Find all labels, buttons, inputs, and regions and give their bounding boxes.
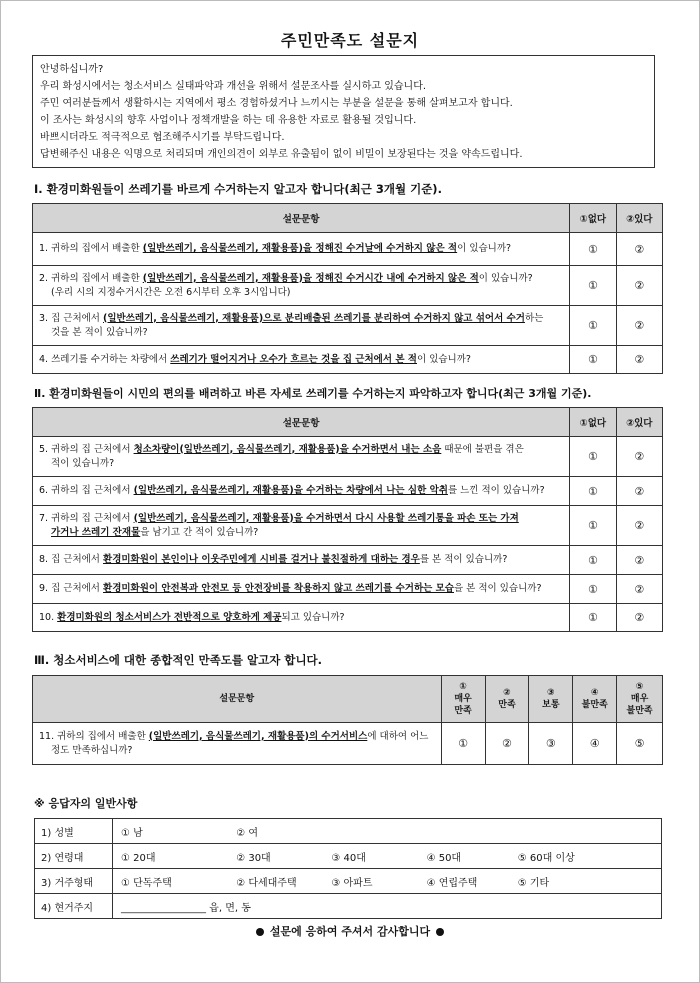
- question-row-3: [33, 306, 663, 346]
- question-row-6: [33, 477, 663, 506]
- question-row-8: [33, 546, 663, 575]
- question-text: 2. 귀하의 집에서 배출한 (일반쓰레기, 음식물쓰레기, 재활용품)을 정해진 수거시간 내에 수거하지 않은 적이 있습니까? (우리 시의 지정수거시간은 오전 6시부터 오후 3시입니다): [33, 266, 570, 306]
- section3-table: [32, 675, 663, 765]
- row-label: 3) 거주형태: [35, 869, 113, 894]
- answer-option-2[interactable]: ②: [616, 477, 662, 506]
- option-male[interactable]: ① 남: [121, 827, 143, 839]
- answer-option-2[interactable]: ②: [616, 546, 662, 575]
- question-row-10: [33, 604, 663, 632]
- respondent-heading: ※ 응답자의 일반사항: [34, 797, 138, 810]
- option-age-30[interactable]: ② 30대: [236, 852, 271, 864]
- answer-option-1[interactable]: ①: [570, 346, 616, 374]
- answer-option-1[interactable]: ①: [570, 306, 616, 346]
- respondent-table: [34, 818, 662, 919]
- intro-line: 주민 여러분들께서 생활하시는 지역에서 평소 경험하셨거나 느끼시는 부분을 설문을 통해 살펴보고자 합니다.: [40, 98, 513, 109]
- answer-option-1[interactable]: ①: [570, 604, 616, 632]
- respondent-row-residence: [35, 894, 662, 919]
- respondent-row-housing: [35, 869, 662, 894]
- intro-line: 답변해주신 내용은 익명으로 처리되며 개인의견이 외부로 유출됨이 없이 비밀이 보장된다는 것을 약속드립니다.: [40, 149, 523, 160]
- question-row-1: [33, 233, 663, 266]
- row-options: [113, 869, 662, 894]
- respondent-row-age: [35, 844, 662, 869]
- col-neutral: ③ 보통: [529, 676, 573, 723]
- intro-line: 우리 화성시에서는 청소서비스 실태파악과 개선을 위해서 설문조사를 실시하고 있습니다.: [40, 81, 427, 92]
- answer-option-2[interactable]: ②: [616, 437, 662, 477]
- question-text: 10. 환경미화원의 청소서비스가 전반적으로 양호하게 제공되고 있습니까?: [33, 604, 570, 632]
- section2-table: [32, 407, 663, 632]
- answer-option-2[interactable]: ②: [485, 723, 529, 765]
- option-age-40[interactable]: ③ 40대: [331, 852, 366, 864]
- col-very-satisfied: ① 매우 만족: [441, 676, 485, 723]
- answer-option-2[interactable]: ②: [616, 233, 662, 266]
- intro-line: 이 조사는 화성시의 향후 사업이나 정책개발을 하는 데 유용한 자료로 활용될 것입니다.: [40, 115, 417, 126]
- question-text: 8. 집 근처에서 환경미화원이 본인이나 이웃주민에게 시비를 걸거나 불친절하게 대하는 경우를 본 적이 있습니까?: [33, 546, 570, 575]
- col-satisfied: ② 만족: [485, 676, 529, 723]
- question-text: 5. 귀하의 집 근처에서 청소차량이(일반쓰레기, 음식물쓰레기, 재활용품)을 수거하면서 내는 소음 때문에 불편을 겪은 적이 있습니까?: [33, 437, 570, 477]
- col-question: 설문문항: [33, 408, 570, 437]
- option-age-20[interactable]: ① 20대: [121, 852, 156, 864]
- answer-option-1[interactable]: ①: [570, 437, 616, 477]
- col-very-dissatisfied: ⑤ 매우 불만족: [617, 676, 663, 723]
- bullet-icon: [256, 928, 264, 936]
- question-row-7: [33, 506, 663, 546]
- answer-option-1[interactable]: ①: [570, 477, 616, 506]
- residence-field[interactable]: _________________ 읍, 면, 동: [113, 894, 662, 919]
- answer-option-2[interactable]: ②: [616, 575, 662, 604]
- answer-option-1[interactable]: ①: [570, 546, 616, 575]
- answer-option-2[interactable]: ②: [616, 506, 662, 546]
- option-detached-house[interactable]: ① 단독주택: [121, 877, 172, 889]
- answer-option-1[interactable]: ①: [441, 723, 485, 765]
- question-text: 9. 집 근처에서 환경미화원이 안전복과 안전모 등 안전장비를 착용하지 않고 쓰레기를 수거하는 모습을 본 적이 있습니까?: [33, 575, 570, 604]
- option-other[interactable]: ⑤ 기타: [517, 877, 550, 889]
- option-age-60[interactable]: ⑤ 60대 이상: [517, 852, 575, 864]
- question-text: 7. 귀하의 집 근처에서 (일반쓰레기, 음식물쓰레기, 재활용품)을 수거하면서 다시 사용할 쓰레기통을 파손 또는 가져 가거나 쓰레기 잔재물을 남기고 간 적이 있습니까?: [33, 506, 570, 546]
- answer-option-1[interactable]: ①: [570, 506, 616, 546]
- bullet-icon: [436, 928, 444, 936]
- row-label: 4) 현거주지: [35, 894, 113, 919]
- answer-option-1[interactable]: ①: [570, 233, 616, 266]
- section1-table: [32, 203, 663, 374]
- option-apartment[interactable]: ③ 아파트: [331, 877, 373, 889]
- answer-option-1[interactable]: ①: [570, 575, 616, 604]
- answer-option-5[interactable]: ⑤: [617, 723, 663, 765]
- option-multi-family[interactable]: ② 다세대주택: [236, 877, 297, 889]
- question-row-9: [33, 575, 663, 604]
- question-text: 4. 쓰레기를 수거하는 차량에서 쓰레기가 떨어지거나 오수가 흐르는 것을 집 근처에서 본 적이 있습니까?: [33, 346, 570, 374]
- col-no: ①없다: [570, 408, 616, 437]
- thank-you-footer: 설문에 응하여 주셔서 감사합니다: [1, 923, 699, 939]
- answer-option-4[interactable]: ④: [573, 723, 617, 765]
- section3-heading: Ⅲ. 청소서비스에 대한 종합적인 만족도를 알고자 합니다.: [34, 653, 323, 667]
- page-title: 주민만족도 설문지: [280, 31, 420, 50]
- option-townhouse[interactable]: ④ 연립주택: [426, 877, 478, 889]
- col-question: 설문문항: [33, 204, 570, 233]
- intro-line: 바쁘시더라도 적극적으로 협조해주시기를 부탁드립니다.: [40, 132, 285, 143]
- question-text: 6. 귀하의 집 근처에서 (일반쓰레기, 음식물쓰레기, 재활용품)을 수거하는 차량에서 나는 심한 악취를 느낀 적이 있습니까?: [33, 477, 570, 506]
- col-dissatisfied: ④ 불만족: [573, 676, 617, 723]
- col-yes: ②있다: [616, 204, 662, 233]
- answer-option-2[interactable]: ②: [616, 604, 662, 632]
- question-row-2: [33, 266, 663, 306]
- answer-option-2[interactable]: ②: [616, 346, 662, 374]
- answer-option-1[interactable]: ①: [570, 266, 616, 306]
- row-label: 1) 성별: [35, 819, 113, 844]
- col-no: ①없다: [570, 204, 616, 233]
- section1-heading: Ⅰ. 환경미화원들이 쓰레기를 바르게 수거하는지 알고자 합니다(최근 3개월 기준).: [34, 182, 442, 196]
- intro-line: 안녕하십니까?: [40, 64, 104, 75]
- section2-heading: Ⅱ. 환경미화원들이 시민의 편의를 배려하고 바른 자세로 쓰레기를 수거하는지 파악하고자 합니다(최근 3개월 기준).: [34, 387, 592, 400]
- question-text: 3. 집 근처에서 (일반쓰레기, 음식물쓰레기, 재활용품)으로 분리배출된 쓰레기를 분리하여 수거하지 않고 섞어서 수거하는 것을 본 적이 있습니까?: [33, 306, 570, 346]
- respondent-row-gender: [35, 819, 662, 844]
- question-text: 11. 귀하의 집에서 배출한 (일반쓰레기, 음식물쓰레기, 재활용품)의 수거서비스에 대하여 어느 정도 만족하십니까?: [33, 723, 442, 765]
- answer-option-2[interactable]: ②: [616, 266, 662, 306]
- row-options: [113, 844, 662, 869]
- answer-option-2[interactable]: ②: [616, 306, 662, 346]
- answer-option-3[interactable]: ③: [529, 723, 573, 765]
- question-row-11: [33, 723, 663, 765]
- question-row-4: [33, 346, 663, 374]
- option-female[interactable]: ② 여: [236, 827, 258, 839]
- question-row-5: [33, 437, 663, 477]
- col-yes: ②있다: [616, 408, 662, 437]
- intro-box: [32, 55, 655, 168]
- col-question: 설문문항: [33, 676, 442, 723]
- row-label: 2) 연령대: [35, 844, 113, 869]
- row-options: [113, 819, 662, 844]
- question-text: 1. 귀하의 집에서 배출한 (일반쓰레기, 음식물쓰레기, 재활용품)을 정해진 수거날에 수거하지 않은 적이 있습니까?: [33, 233, 570, 266]
- option-age-50[interactable]: ④ 50대: [426, 852, 462, 864]
